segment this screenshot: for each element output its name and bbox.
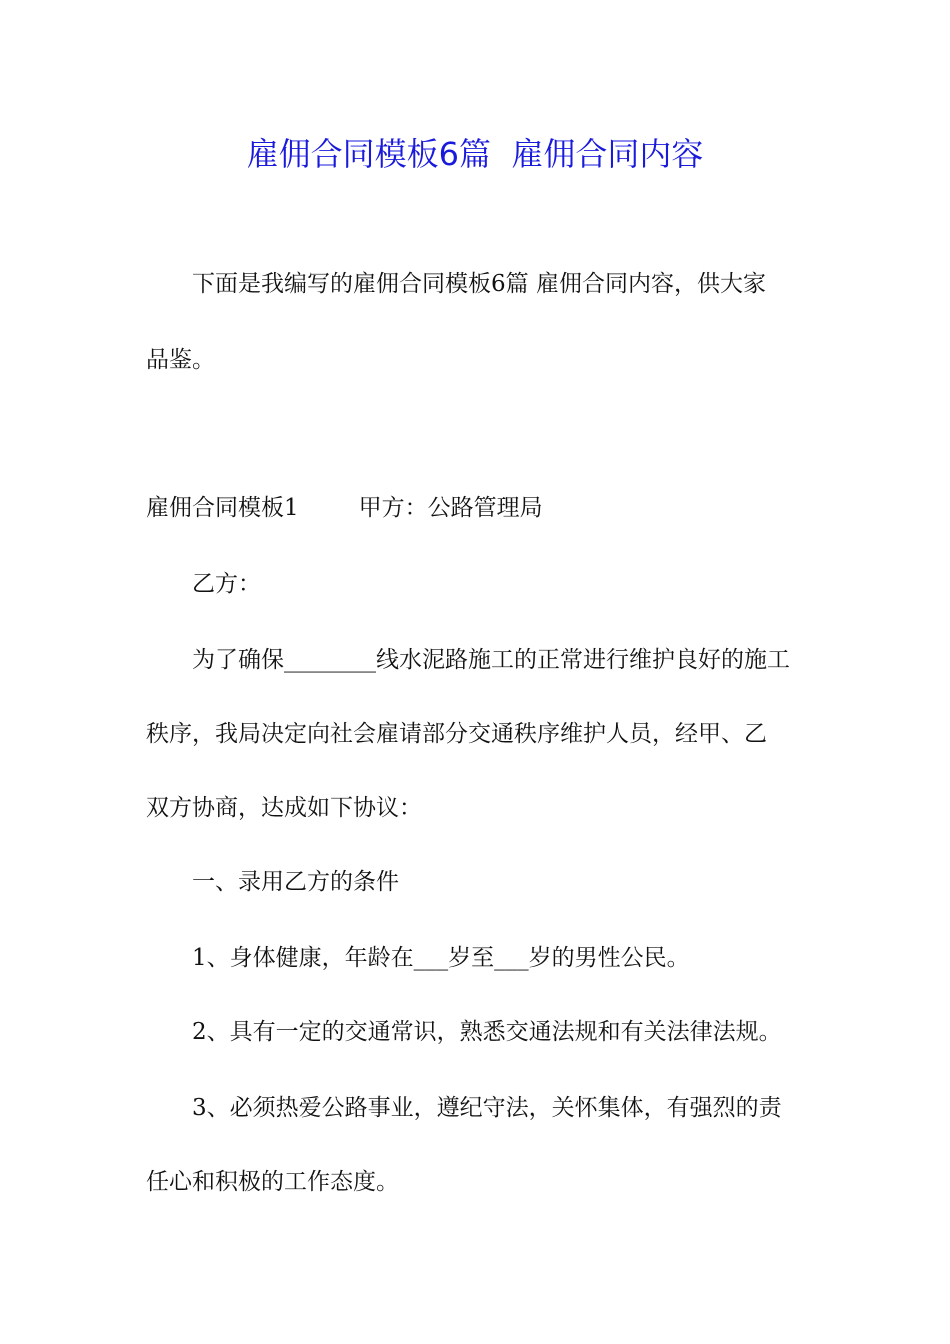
paragraph-1-line-2: 秩序，我局决定向社会雇请部分交通秩序维护人员，经甲、乙	[146, 721, 767, 747]
section-heading: 雇佣合同模板1	[146, 495, 299, 521]
intro-line-1: 下面是我编写的雇佣合同模板6篇 雇佣合同内容，供大家	[192, 271, 766, 297]
party-a: 甲方：公路管理局	[358, 495, 543, 521]
paragraph-1-line-3: 双方协商，达成如下协议：	[146, 795, 422, 821]
list-item-3-line-1: 3、必须热爱公路事业，遵纪守法，关怀集体，有强烈的责	[192, 1095, 782, 1121]
paragraph-1-line-1: 为了确保________线水泥路施工的正常进行维护良好的施工	[192, 647, 790, 673]
intro-line-2: 品鉴。	[146, 347, 215, 373]
list-item-1: 1、身体健康，年龄在___岁至___岁的男性公民。	[192, 945, 690, 971]
list-item-2: 2、具有一定的交通常识，熟悉交通法规和有关法律法规。	[192, 1019, 782, 1045]
list-item-3-line-2: 任心和积极的工作态度。	[146, 1169, 399, 1195]
section-heading-line	[146, 488, 543, 528]
party-b: 乙方：	[192, 571, 261, 597]
document-title: 雇佣合同模板6篇 雇佣合同内容	[246, 135, 704, 173]
clause-heading: 一、录用乙方的条件	[192, 869, 399, 895]
